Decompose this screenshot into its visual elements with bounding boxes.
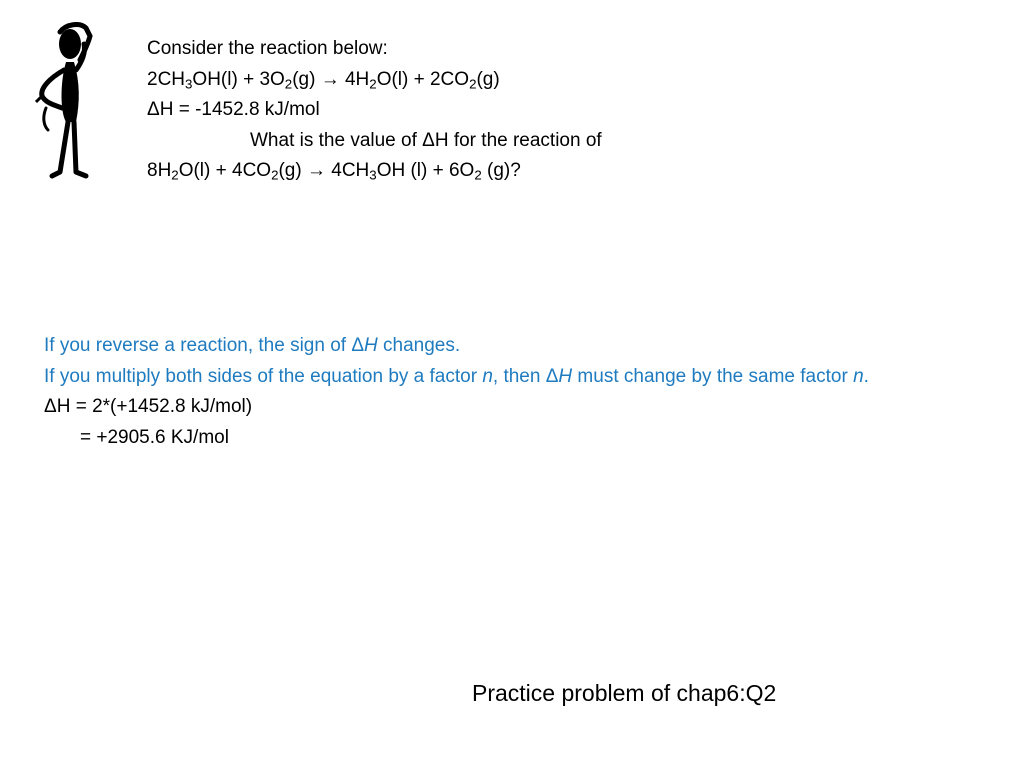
calculation-step-1: ΔH = 2*(+1452.8 kJ/mol): [44, 396, 253, 417]
question-ask: What is the value of ΔH for the reaction of: [250, 129, 602, 151]
enthalpy-value: ΔH = -1452.8 kJ/mol: [147, 99, 320, 120]
right-arrow-icon: →: [320, 68, 340, 90]
calculation-step-2: = +2905.6 KJ/mol: [80, 426, 229, 448]
reaction-equation-1: $2CH_3OH(l) + 3O_2(g) \to 4H_2O(l) + 2CO_2(g)$: [147, 68, 500, 91]
thinking-stick-figure-icon: [30, 22, 110, 182]
right-arrow-icon: →: [306, 160, 326, 181]
slide-footer: Practice problem of chap6:Q2: [472, 680, 777, 706]
reaction-equation-2: $8H_2O(l) + 4CO_2(g) \to 4CH_3OH$ $(l) + 6O_2$ (g)?: [147, 160, 521, 183]
question-block: [147, 34, 602, 187]
answer-block: [44, 331, 994, 453]
rule-reverse: If you reverse a reaction, the sign of ΔH changes.: [44, 335, 461, 356]
question-intro: Consider the reaction below:: [147, 38, 388, 59]
rule-multiply: If you multiply both sides of the equation by a factor n, then ΔH must change by the same factor n.: [44, 365, 869, 387]
